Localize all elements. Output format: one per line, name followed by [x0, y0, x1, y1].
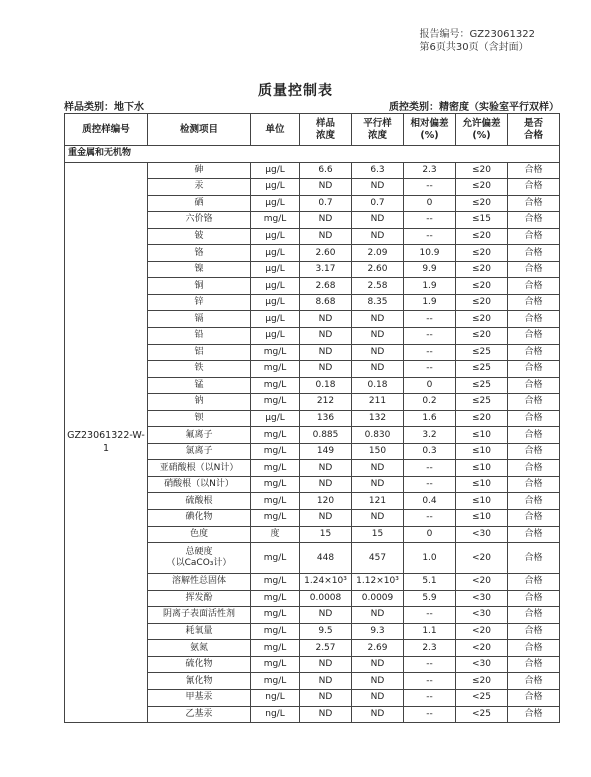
- cell-parallel: ND: [352, 476, 404, 493]
- cell-parallel: ND: [352, 179, 404, 196]
- cell-item: 氯离子: [148, 443, 251, 460]
- category-label: 重金属和无机物: [65, 146, 560, 163]
- cell-sample: ND: [300, 228, 352, 245]
- cell-rel-dev: 5.9: [404, 590, 456, 607]
- cell-parallel: 2.60: [352, 261, 404, 278]
- cell-parallel: 2.69: [352, 640, 404, 657]
- cell-parallel: 2.58: [352, 278, 404, 295]
- col-header: 检测项目: [148, 114, 251, 146]
- cell-allow: ≤20: [456, 228, 508, 245]
- cell-parallel: 211: [352, 394, 404, 411]
- cell-allow: ≤20: [456, 673, 508, 690]
- col-header: 是否 合格: [508, 114, 560, 146]
- cell-rel-dev: --: [404, 344, 456, 361]
- cell-rel-dev: 0: [404, 377, 456, 394]
- cell-sample: ND: [300, 344, 352, 361]
- cell-unit: μg/L: [251, 162, 300, 179]
- report-number: 报告编号：GZ23061322: [419, 29, 535, 40]
- cell-unit: mg/L: [251, 394, 300, 411]
- cell-allow: ≤20: [456, 245, 508, 262]
- cell-parallel: ND: [352, 510, 404, 527]
- cell-parallel: ND: [352, 673, 404, 690]
- cell-pass: 合格: [508, 526, 560, 543]
- cell-pass: 合格: [508, 574, 560, 591]
- header-row: [65, 114, 560, 146]
- cell-unit: μg/L: [251, 328, 300, 345]
- cell-item: 溶解性总固体: [148, 574, 251, 591]
- cell-item: 总硬度 （以CaCO₃计）: [148, 543, 251, 574]
- cell-rel-dev: 10.9: [404, 245, 456, 262]
- cell-sample: ND: [300, 476, 352, 493]
- cell-unit: mg/L: [251, 640, 300, 657]
- cell-pass: 合格: [508, 278, 560, 295]
- cell-rel-dev: --: [404, 460, 456, 477]
- cell-rel-dev: 1.9: [404, 294, 456, 311]
- cell-pass: 合格: [508, 476, 560, 493]
- quality-control-table: [64, 113, 560, 723]
- cell-parallel: ND: [352, 460, 404, 477]
- cell-allow: <25: [456, 689, 508, 706]
- cell-pass: 合格: [508, 361, 560, 378]
- col-header: 允许偏差 (%): [456, 114, 508, 146]
- cell-rel-dev: --: [404, 361, 456, 378]
- cell-unit: 度: [251, 526, 300, 543]
- cell-item: 氨氮: [148, 640, 251, 657]
- cell-pass: 合格: [508, 427, 560, 444]
- cell-pass: 合格: [508, 493, 560, 510]
- cell-parallel: 0.18: [352, 377, 404, 394]
- cell-unit: μg/L: [251, 311, 300, 328]
- cell-pass: 合格: [508, 261, 560, 278]
- cell-pass: 合格: [508, 607, 560, 624]
- cell-sample: 136: [300, 410, 352, 427]
- col-header: 平行样 浓度: [352, 114, 404, 146]
- cell-allow: ≤25: [456, 361, 508, 378]
- cell-sample: 0.7: [300, 195, 352, 212]
- cell-rel-dev: 2.3: [404, 640, 456, 657]
- cell-sample: 448: [300, 543, 352, 574]
- cell-allow: <30: [456, 526, 508, 543]
- cell-allow: ≤10: [456, 460, 508, 477]
- cell-parallel: 2.09: [352, 245, 404, 262]
- cell-allow: ≤10: [456, 493, 508, 510]
- cell-parallel: ND: [352, 607, 404, 624]
- cell-allow: ≤10: [456, 510, 508, 527]
- cell-sample: 9.5: [300, 623, 352, 640]
- cell-allow: ≤20: [456, 294, 508, 311]
- cell-unit: mg/L: [251, 607, 300, 624]
- col-header: 质控样编号: [65, 114, 148, 146]
- cell-sample: ND: [300, 689, 352, 706]
- cell-unit: mg/L: [251, 361, 300, 378]
- cell-parallel: 150: [352, 443, 404, 460]
- cell-rel-dev: --: [404, 510, 456, 527]
- cell-pass: 合格: [508, 394, 560, 411]
- cell-item: 亚硝酸根（以N计）: [148, 460, 251, 477]
- cell-item: 铬: [148, 245, 251, 262]
- col-header: 样品 浓度: [300, 114, 352, 146]
- cell-item: 汞: [148, 179, 251, 196]
- page-title: 质量控制表: [258, 83, 333, 99]
- cell-rel-dev: 0: [404, 526, 456, 543]
- cell-parallel: ND: [352, 228, 404, 245]
- cell-unit: μg/L: [251, 294, 300, 311]
- cell-parallel: ND: [352, 689, 404, 706]
- cell-allow: <30: [456, 590, 508, 607]
- cell-parallel: 121: [352, 493, 404, 510]
- cell-rel-dev: --: [404, 228, 456, 245]
- cell-rel-dev: 0.2: [404, 394, 456, 411]
- cell-pass: 合格: [508, 443, 560, 460]
- cell-allow: <30: [456, 607, 508, 624]
- cell-unit: mg/L: [251, 543, 300, 574]
- cell-sample: 8.68: [300, 294, 352, 311]
- cell-pass: 合格: [508, 179, 560, 196]
- cell-parallel: 6.3: [352, 162, 404, 179]
- cell-pass: 合格: [508, 673, 560, 690]
- cell-unit: mg/L: [251, 493, 300, 510]
- cell-parallel: ND: [352, 212, 404, 229]
- cell-parallel: ND: [352, 311, 404, 328]
- cell-allow: <20: [456, 543, 508, 574]
- cell-allow: ≤10: [456, 443, 508, 460]
- page-info: 第6页共30页（含封面）: [419, 42, 529, 53]
- cell-allow: ≤25: [456, 377, 508, 394]
- cell-allow: ≤10: [456, 476, 508, 493]
- cell-sample: 15: [300, 526, 352, 543]
- cell-item: 铅: [148, 328, 251, 345]
- cell-pass: 合格: [508, 245, 560, 262]
- cell-rel-dev: 9.9: [404, 261, 456, 278]
- category-row: [65, 146, 560, 163]
- col-header: 相对偏差 (%): [404, 114, 456, 146]
- cell-allow: ≤20: [456, 162, 508, 179]
- cell-pass: 合格: [508, 590, 560, 607]
- cell-item: 甲基汞: [148, 689, 251, 706]
- cell-pass: 合格: [508, 623, 560, 640]
- cell-rel-dev: --: [404, 689, 456, 706]
- cell-rel-dev: --: [404, 179, 456, 196]
- cell-rel-dev: 3.2: [404, 427, 456, 444]
- cell-item: 硫化物: [148, 656, 251, 673]
- cell-item: 镉: [148, 311, 251, 328]
- cell-item: 耗氧量: [148, 623, 251, 640]
- cell-rel-dev: --: [404, 607, 456, 624]
- cell-allow: <20: [456, 623, 508, 640]
- cell-allow: ≤25: [456, 394, 508, 411]
- cell-parallel: 15: [352, 526, 404, 543]
- cell-unit: μg/L: [251, 179, 300, 196]
- cell-pass: 合格: [508, 543, 560, 574]
- cell-parallel: 8.35: [352, 294, 404, 311]
- cell-item: 钡: [148, 410, 251, 427]
- cell-rel-dev: --: [404, 673, 456, 690]
- cell-unit: mg/L: [251, 673, 300, 690]
- cell-unit: mg/L: [251, 623, 300, 640]
- cell-sample: 0.0008: [300, 590, 352, 607]
- cell-unit: mg/L: [251, 574, 300, 591]
- cell-item: 铁: [148, 361, 251, 378]
- table-row: [65, 162, 560, 179]
- cell-allow: ≤20: [456, 410, 508, 427]
- cell-unit: mg/L: [251, 460, 300, 477]
- cell-rel-dev: --: [404, 212, 456, 229]
- cell-pass: 合格: [508, 228, 560, 245]
- cell-allow: ≤20: [456, 311, 508, 328]
- cell-allow: ≤25: [456, 344, 508, 361]
- cell-rel-dev: 1.0: [404, 543, 456, 574]
- cell-allow: ≤20: [456, 328, 508, 345]
- cell-sample: 212: [300, 394, 352, 411]
- cell-pass: 合格: [508, 162, 560, 179]
- sample-id-cell: GZ23061322-W-1: [65, 162, 148, 723]
- cell-unit: μg/L: [251, 245, 300, 262]
- cell-item: 挥发酚: [148, 590, 251, 607]
- cell-parallel: 457: [352, 543, 404, 574]
- cell-item: 钠: [148, 394, 251, 411]
- cell-unit: mg/L: [251, 590, 300, 607]
- cell-parallel: ND: [352, 361, 404, 378]
- cell-pass: 合格: [508, 656, 560, 673]
- cell-rel-dev: --: [404, 311, 456, 328]
- cell-rel-dev: --: [404, 476, 456, 493]
- cell-item: 锌: [148, 294, 251, 311]
- cell-pass: 合格: [508, 195, 560, 212]
- cell-item: 铜: [148, 278, 251, 295]
- cell-sample: 2.60: [300, 245, 352, 262]
- cell-item: 乙基汞: [148, 706, 251, 723]
- cell-item: 砷: [148, 162, 251, 179]
- col-header: 单位: [251, 114, 300, 146]
- cell-pass: 合格: [508, 328, 560, 345]
- cell-pass: 合格: [508, 410, 560, 427]
- cell-unit: mg/L: [251, 344, 300, 361]
- cell-sample: ND: [300, 212, 352, 229]
- cell-unit: mg/L: [251, 510, 300, 527]
- cell-unit: mg/L: [251, 656, 300, 673]
- cell-unit: μg/L: [251, 228, 300, 245]
- cell-unit: μg/L: [251, 261, 300, 278]
- cell-item: 硫酸根: [148, 493, 251, 510]
- cell-sample: 3.17: [300, 261, 352, 278]
- cell-item: 六价铬: [148, 212, 251, 229]
- cell-allow: ≤20: [456, 261, 508, 278]
- cell-item: 硒: [148, 195, 251, 212]
- cell-pass: 合格: [508, 460, 560, 477]
- cell-sample: ND: [300, 706, 352, 723]
- report-header: [420, 28, 536, 54]
- cell-unit: μg/L: [251, 195, 300, 212]
- cell-sample: 0.18: [300, 377, 352, 394]
- cell-unit: mg/L: [251, 377, 300, 394]
- cell-allow: <30: [456, 656, 508, 673]
- cell-rel-dev: 5.1: [404, 574, 456, 591]
- cell-sample: ND: [300, 607, 352, 624]
- cell-sample: ND: [300, 673, 352, 690]
- cell-sample: ND: [300, 460, 352, 477]
- sample-type: 样品类别：地下水: [64, 102, 144, 113]
- cell-item: 阴离子表面活性剂: [148, 607, 251, 624]
- cell-sample: 2.57: [300, 640, 352, 657]
- cell-item: 铝: [148, 344, 251, 361]
- cell-unit: ng/L: [251, 706, 300, 723]
- cell-sample: 0.885: [300, 427, 352, 444]
- cell-rel-dev: 1.1: [404, 623, 456, 640]
- cell-rel-dev: --: [404, 706, 456, 723]
- cell-unit: mg/L: [251, 427, 300, 444]
- cell-pass: 合格: [508, 706, 560, 723]
- cell-item: 碘化物: [148, 510, 251, 527]
- cell-unit: μg/L: [251, 410, 300, 427]
- table-meta: [64, 98, 559, 112]
- cell-sample: ND: [300, 179, 352, 196]
- cell-unit: mg/L: [251, 443, 300, 460]
- cell-parallel: 132: [352, 410, 404, 427]
- cell-parallel: 1.12×10³: [352, 574, 404, 591]
- cell-pass: 合格: [508, 212, 560, 229]
- cell-parallel: ND: [352, 344, 404, 361]
- cell-rel-dev: 0: [404, 195, 456, 212]
- cell-parallel: ND: [352, 656, 404, 673]
- cell-pass: 合格: [508, 689, 560, 706]
- cell-unit: mg/L: [251, 212, 300, 229]
- cell-parallel: 0.0009: [352, 590, 404, 607]
- cell-sample: 149: [300, 443, 352, 460]
- cell-parallel: 0.830: [352, 427, 404, 444]
- cell-item: 镍: [148, 261, 251, 278]
- cell-rel-dev: 1.9: [404, 278, 456, 295]
- cell-parallel: ND: [352, 328, 404, 345]
- cell-pass: 合格: [508, 344, 560, 361]
- cell-rel-dev: 2.3: [404, 162, 456, 179]
- cell-allow: <20: [456, 574, 508, 591]
- cell-allow: ≤10: [456, 427, 508, 444]
- cell-sample: 120: [300, 493, 352, 510]
- cell-allow: ≤20: [456, 179, 508, 196]
- cell-parallel: ND: [352, 706, 404, 723]
- cell-item: 氟离子: [148, 427, 251, 444]
- cell-item: 铍: [148, 228, 251, 245]
- cell-pass: 合格: [508, 311, 560, 328]
- cell-sample: ND: [300, 328, 352, 345]
- cell-pass: 合格: [508, 510, 560, 527]
- cell-pass: 合格: [508, 294, 560, 311]
- cell-rel-dev: 0.3: [404, 443, 456, 460]
- cell-allow: <20: [456, 640, 508, 657]
- cell-rel-dev: --: [404, 328, 456, 345]
- cell-pass: 合格: [508, 640, 560, 657]
- cell-sample: ND: [300, 510, 352, 527]
- cell-unit: ng/L: [251, 689, 300, 706]
- cell-allow: ≤15: [456, 212, 508, 229]
- cell-sample: ND: [300, 361, 352, 378]
- cell-rel-dev: 1.6: [404, 410, 456, 427]
- cell-sample: 2.68: [300, 278, 352, 295]
- cell-parallel: 9.3: [352, 623, 404, 640]
- cell-unit: mg/L: [251, 476, 300, 493]
- cell-item: 氰化物: [148, 673, 251, 690]
- cell-sample: 6.6: [300, 162, 352, 179]
- cell-unit: μg/L: [251, 278, 300, 295]
- cell-allow: ≤20: [456, 278, 508, 295]
- cell-sample: ND: [300, 311, 352, 328]
- cell-sample: ND: [300, 656, 352, 673]
- cell-sample: 1.24×10³: [300, 574, 352, 591]
- cell-item: 色度: [148, 526, 251, 543]
- cell-allow: <25: [456, 706, 508, 723]
- cell-rel-dev: --: [404, 656, 456, 673]
- cell-item: 锰: [148, 377, 251, 394]
- cell-pass: 合格: [508, 377, 560, 394]
- control-type: 质控类别：精密度（实验室平行双样）: [389, 102, 559, 113]
- cell-parallel: 0.7: [352, 195, 404, 212]
- cell-item: 硝酸根（以N计）: [148, 476, 251, 493]
- cell-rel-dev: 0.4: [404, 493, 456, 510]
- cell-allow: ≤20: [456, 195, 508, 212]
